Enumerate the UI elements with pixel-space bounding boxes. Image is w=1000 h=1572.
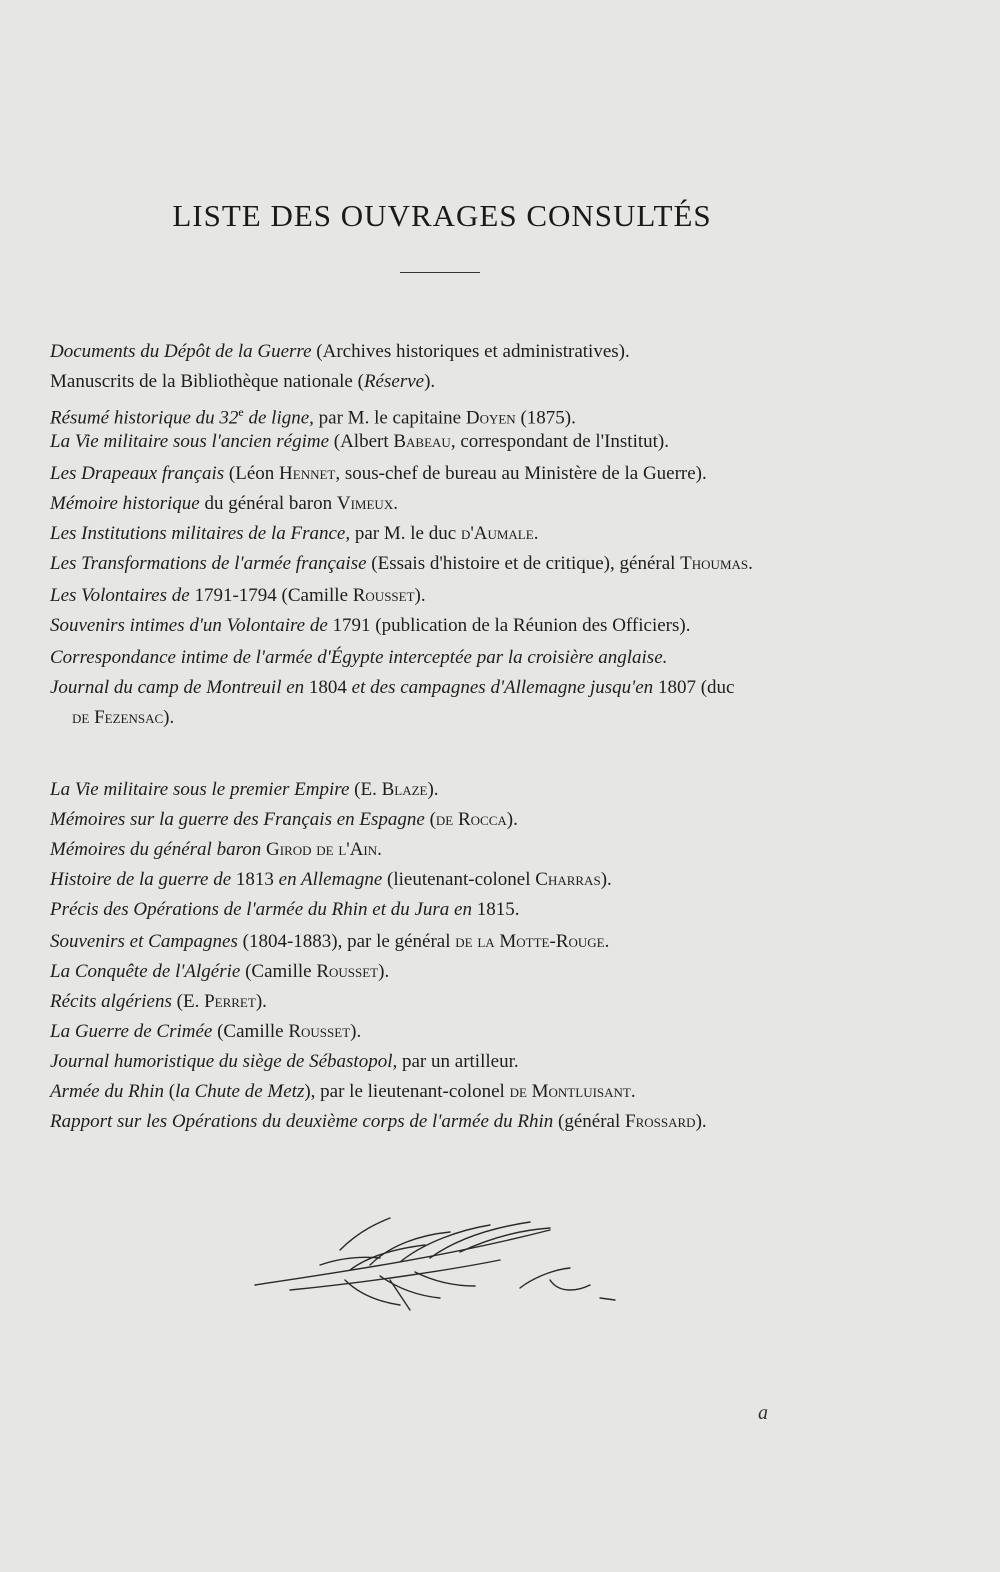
entry-segment: de Montluisant: [509, 1081, 631, 1102]
entry-segment: ).: [427, 779, 439, 800]
entry-segment: .: [748, 553, 753, 574]
entry-segment: Babeau: [393, 431, 451, 452]
bibliography-entry: [50, 778, 850, 802]
entry-segment: (lieutenant-colonel: [382, 869, 536, 890]
entry-segment: Manuscrits de la Bibliothèque nationale (: [50, 371, 364, 392]
entry-segment: Les Transformations de l'armée française: [50, 553, 367, 574]
bibliography-entry: [50, 614, 850, 638]
entry-segment: ).: [350, 1021, 362, 1042]
entry-segment: ).: [163, 707, 175, 728]
entry-continuation: [50, 706, 850, 730]
entry-segment: Souvenirs et Campagnes: [50, 931, 238, 952]
bibliography-entry: [50, 808, 850, 832]
entry-segment: 1791-1794 (Camille: [189, 585, 353, 606]
entry-segment: Histoire de la guerre de: [50, 869, 232, 890]
entry-segment: , correspondant de l'Institut).: [450, 431, 670, 452]
entry-segment: Les Drapeaux français: [50, 463, 225, 484]
bibliography-entry: [50, 522, 850, 546]
entry-segment: par un artilleur.: [397, 1051, 519, 1072]
entry-segment: Doyen: [465, 407, 516, 429]
entry-segment: ).: [414, 585, 426, 606]
entry-segment: ), par le lieutenant-colonel: [304, 1081, 510, 1102]
entry-segment: (Léon: [224, 463, 280, 484]
entry-segment: Rousset: [288, 1021, 351, 1042]
bibliography-entry: [50, 1080, 850, 1104]
bibliography-entry: [50, 990, 850, 1014]
entry-segment: Récits algériens: [50, 991, 172, 1012]
entry-segment: (Camille: [212, 1021, 289, 1042]
entry-segment: .: [393, 493, 398, 514]
entry-segment: La Conquête de l'Algérie: [50, 961, 241, 982]
page-title: LISTE DES OUVRAGES CONSULTÉS: [172, 198, 712, 233]
entry-segment: 1807 (duc: [653, 677, 735, 698]
entry-segment: Vimeux: [336, 493, 394, 514]
entry-segment: Rousset: [352, 585, 415, 606]
bibliography-entry: [50, 430, 850, 454]
entry-segment: .: [630, 1081, 636, 1102]
entry-segment: Journal humoristique du siège de Sébastopol,: [50, 1051, 398, 1072]
entry-segment: ).: [255, 991, 267, 1012]
bibliography-entry: [50, 960, 850, 984]
entry-segment: du général baron: [199, 493, 337, 514]
entry-segment: .: [604, 931, 610, 952]
entry-segment: 1813: [231, 869, 279, 890]
laurel-branch-ornament-icon: [250, 1210, 640, 1325]
entry-segment: d'Aumale: [460, 523, 534, 544]
entry-segment: (: [163, 1081, 176, 1102]
entry-segment: La Guerre de Crimée: [50, 1021, 213, 1042]
entry-segment: de ligne,: [243, 407, 314, 429]
entry-segment: (Camille: [240, 961, 317, 982]
bibliography-entry: [50, 584, 850, 608]
entry-segment: Perret: [204, 991, 256, 1012]
entry-segment: Armée du Rhin: [50, 1081, 164, 1102]
entry-segment: (Essais d'histoire et de critique), général: [366, 553, 681, 574]
bibliography-entry: [50, 930, 850, 954]
entry-segment: 1804: [304, 677, 352, 698]
entry-segment: (Archives historiques et administratives).: [311, 341, 630, 362]
entry-segment: de la Motte-Rouge: [455, 931, 605, 952]
entry-segment: (E.: [349, 779, 382, 800]
entry-segment: par M. le capitaine: [313, 407, 466, 429]
entry-segment: Mémoires sur la guerre des Français en Espagne: [50, 809, 425, 830]
entry-segment: Résumé historique du 32: [50, 407, 239, 429]
entry-segment: Thoumas: [680, 553, 749, 574]
page-folio: a: [758, 1402, 768, 1424]
entry-segment: la Chute de Metz: [175, 1081, 305, 1102]
bibliography-entry: [50, 898, 850, 922]
entry-segment: Réserve: [363, 371, 425, 392]
bibliography-entry: [50, 1020, 850, 1044]
entry-segment: ).: [600, 869, 612, 890]
bibliography-entry: [50, 370, 850, 394]
entry-segment: en Allemagne: [278, 869, 383, 890]
bibliography-entry: [50, 492, 850, 516]
bibliography-entry: [50, 838, 850, 862]
entry-segment: Hennet: [279, 463, 336, 484]
entry-segment: de Rocca: [435, 809, 507, 830]
entry-segment: .: [377, 839, 382, 860]
bibliography-entry: [50, 646, 850, 670]
entry-segment: (1875).: [515, 407, 576, 429]
bibliography-entry: [50, 676, 850, 730]
entry-segment: 1815.: [471, 899, 520, 920]
entry-segment: de Fezensac: [72, 707, 164, 728]
entry-segment: (Albert: [329, 431, 394, 452]
entry-segment: ).: [378, 961, 390, 982]
entry-segment: Documents du Dépôt de la Guerre: [50, 341, 312, 362]
entry-segment: La Vie militaire sous l'ancien régime: [50, 431, 329, 452]
entry-segment: Charras: [535, 869, 601, 890]
entry-segment: (E.: [171, 991, 205, 1012]
entry-segment: (: [424, 809, 436, 830]
title-rule: [400, 272, 480, 273]
entry-segment: (1804-1883), par le général: [237, 931, 456, 952]
entry-segment: e: [238, 405, 244, 419]
bibliography-entry: [50, 1050, 850, 1074]
bibliography-entry: [50, 462, 850, 486]
entry-segment: ).: [506, 809, 518, 830]
entry-segment: Rousset: [316, 961, 379, 982]
entry-segment: Blaze: [381, 779, 428, 800]
entry-segment: La Vie militaire sous le premier Empire: [50, 779, 350, 800]
entry-segment: Les Institutions militaires de la France,: [50, 523, 351, 544]
entry-segment: , sous-chef de bureau au Ministère de la Guerre).: [335, 463, 707, 484]
entry-segment: Girod de l'Ain: [266, 839, 378, 860]
entry-segment: Journal du camp de Montreuil en: [50, 677, 305, 698]
bibliography-entry: [50, 400, 850, 430]
entry-segment: Mémoire historique: [50, 493, 200, 514]
entry-segment: Frossard: [625, 1111, 696, 1132]
entry-segment: (général: [553, 1111, 626, 1132]
entry-segment: 1791 (publication de la Réunion des Officiers).: [327, 615, 691, 636]
entry-segment: ).: [695, 1111, 707, 1132]
bibliography-entry: [50, 552, 850, 576]
bibliography-entry: [50, 868, 850, 892]
entry-segment: Rapport sur les Opérations du deuxième corps de l'armée du Rhin: [50, 1111, 554, 1132]
entry-segment: Précis des Opérations de l'armée du Rhin et du Jura en: [50, 899, 472, 920]
entry-segment: Mémoires du général baron: [50, 839, 262, 860]
entry-segment: ).: [424, 371, 436, 392]
bibliography-entry: [50, 340, 850, 364]
entry-segment: Souvenirs intimes d'un Volontaire de: [50, 615, 328, 636]
entry-segment: Les Volontaires de: [50, 585, 190, 606]
entry-segment: Correspondance intime de l'armée d'Égypte interceptée par la croisière anglaise.: [50, 647, 668, 668]
entry-segment: et des campagnes d'Allemagne jusqu'en: [351, 677, 654, 698]
bibliography-entry: [50, 1110, 850, 1134]
entry-segment: .: [533, 523, 539, 544]
entry-segment: par M. le duc: [350, 523, 461, 544]
